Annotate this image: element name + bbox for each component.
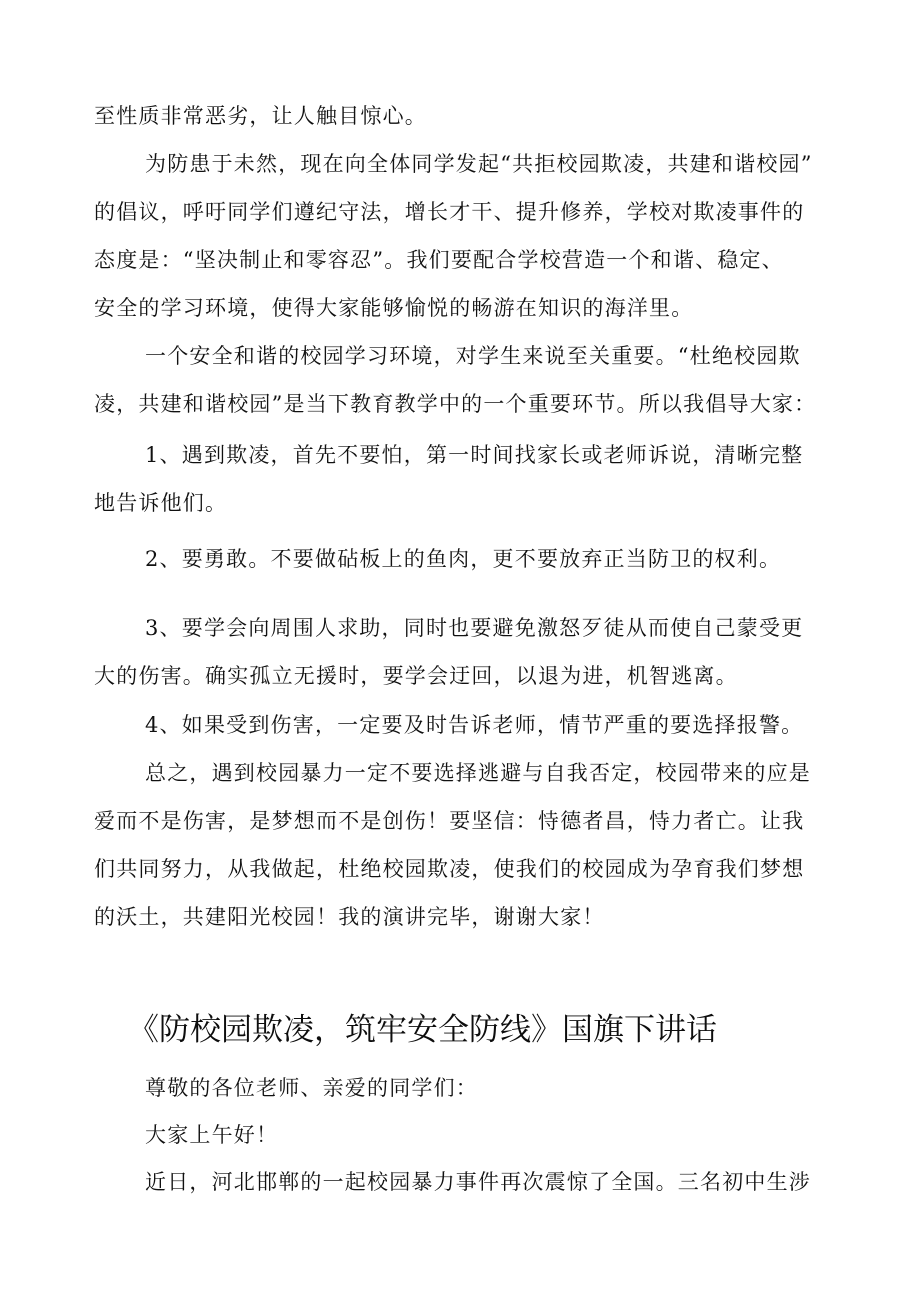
speech-title: 《防校园欺凌，筑牢安全防线》国旗下讲话 [128,1012,717,1048]
greeting: 大家上午好！ [145,1123,279,1147]
list-item-3: 3、要学会向周围人求助，同时也要避免激怒歹徒从而使自己蒙受更 [145,616,804,640]
list-item-4: 4、如果受到伤害，一定要及时告诉老师，情节严重的要选择报警。 [145,713,804,737]
paragraph-line: 安全的学习环境，使得大家能够愉悦的畅游在知识的海洋里。 [94,296,694,320]
list-item-3-continuation: 大的伤害。确实孤立无援时，要学会迂回，以退为进，机智逃离。 [94,664,738,688]
paragraph-line: 的沃土，共建阳光校园！我的演讲完毕，谢谢大家！ [94,905,605,929]
paragraph-line: 的倡议，呼吁同学们遵纪守法，增长才干、提升修养，学校对欺凌事件的 [94,200,805,224]
paragraph-line: 态度是：“坚决制止和零容忍”。我们要配合学校营造一个和谐、稳定、 [94,248,784,272]
paragraph-line: 爱而不是伤害，是梦想而不是创伤！要坚信：恃德者昌，恃力者亡。让我 [94,809,805,833]
paragraph-line: 至性质非常恶劣，让人触目惊心。 [94,104,427,128]
paragraph-line: 一个安全和谐的校园学习环境，对学生来说至关重要。“杜绝校园欺 [145,344,801,368]
paragraph-line: 们共同努力，从我做起，杜绝校园欺凌，使我们的校园成为孕育我们梦想 [94,857,805,881]
paragraph-line: 近日，河北邯郸的一起校园暴力事件再次震惊了全国。三名初中生涉 [145,1170,811,1194]
list-item-1: 1、遇到欺凌，首先不要怕，第一时间找家长或老师诉说，清晰完整 [145,443,804,467]
paragraph-line: 凌，共建和谐校园”是当下教育教学中的一个重要环节。所以我倡导大家： [94,392,817,416]
paragraph-line: 为防患于未然，现在向全体同学发起“共拒校园欺凌，共建和谐校园” [145,152,813,176]
salutation: 尊敬的各位老师、亲爱的同学们： [145,1076,478,1100]
list-item-1-continuation: 地告诉他们。 [94,491,228,515]
paragraph-line: 总之，遇到校园暴力一定不要选择逃避与自我否定，校园带来的应是 [145,761,811,785]
list-item-2: 2、要勇敢。不要做砧板上的鱼肉，更不要放弃正当防卫的权利。 [145,547,782,571]
